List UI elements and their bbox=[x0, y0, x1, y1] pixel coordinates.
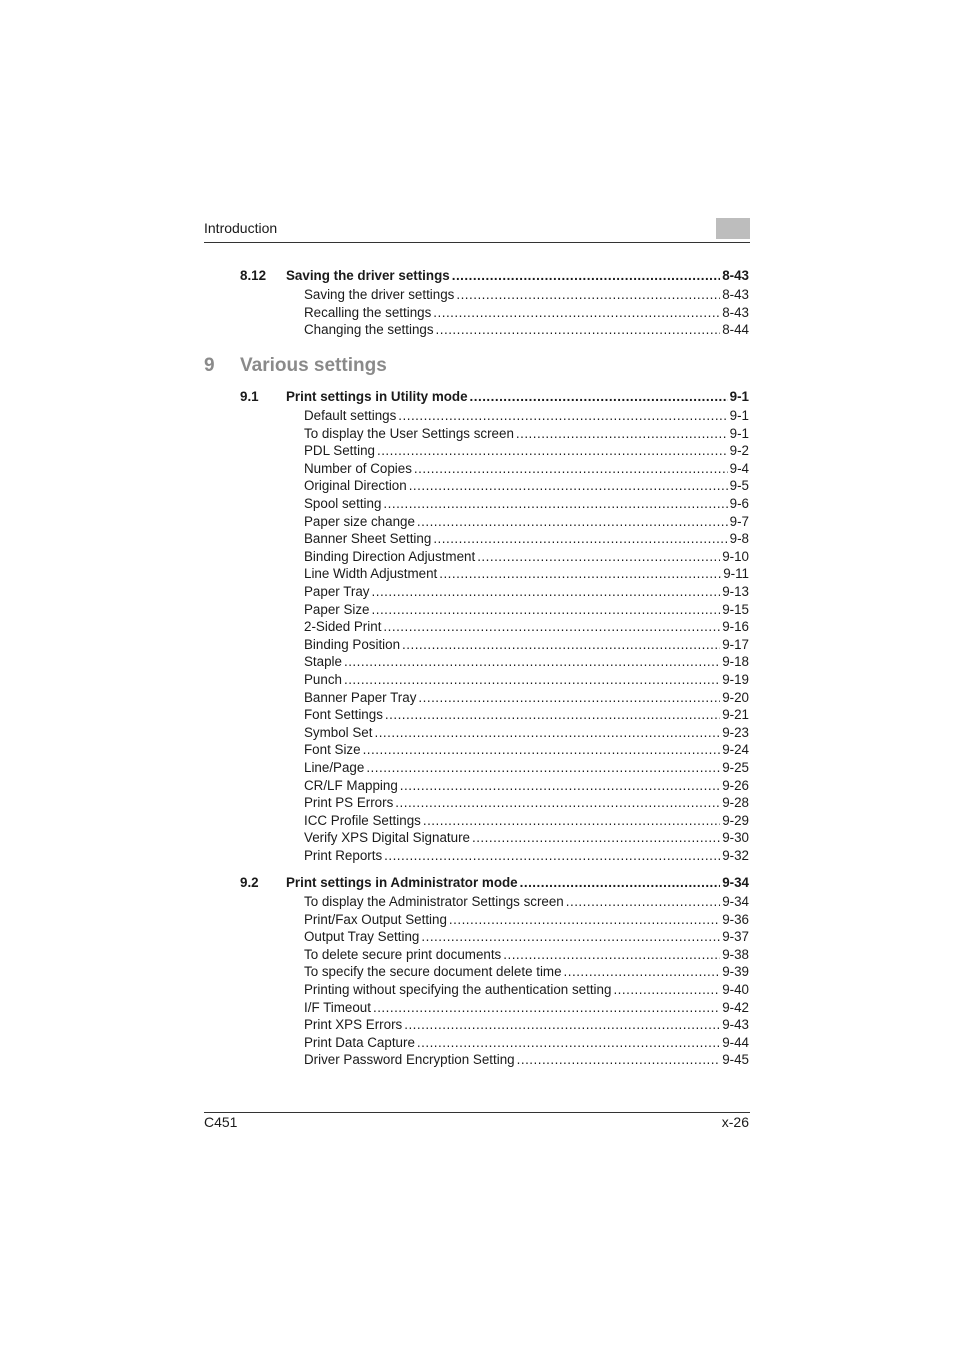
toc-entry-page: 9-43 bbox=[722, 1017, 749, 1033]
toc-entry-page: 9-17 bbox=[722, 636, 749, 652]
toc-entry-label: Driver Password Encryption Setting bbox=[304, 1052, 515, 1068]
toc-entry-label: To delete secure print documents bbox=[304, 946, 502, 962]
toc-entry-page: 9-40 bbox=[722, 982, 749, 997]
toc-entry-page: 8-44 bbox=[722, 322, 749, 338]
toc-dot-leader bbox=[417, 513, 728, 530]
toc-dot-leader bbox=[372, 601, 721, 618]
toc-entry-label: Paper size change bbox=[304, 513, 415, 529]
toc-dot-leader bbox=[366, 759, 720, 776]
header-rule bbox=[204, 242, 750, 243]
toc-entry-page: 9-2 bbox=[729, 443, 749, 459]
toc-dot-leader bbox=[398, 407, 727, 424]
toc-entry[interactable] bbox=[304, 794, 749, 811]
toc-section-page: 8-43 bbox=[722, 268, 749, 283]
toc-entry-page: 9-23 bbox=[722, 724, 749, 740]
toc-entry[interactable] bbox=[304, 636, 749, 653]
toc-entry-page: 9-36 bbox=[722, 911, 749, 927]
toc-entry-page: 9-15 bbox=[722, 601, 749, 617]
toc-entry[interactable] bbox=[304, 812, 749, 829]
toc-entry-label: Recalling the settings bbox=[304, 304, 432, 320]
footer-rule bbox=[204, 1112, 750, 1113]
toc-entry[interactable] bbox=[304, 724, 749, 741]
toc-entry-label: Punch bbox=[304, 672, 342, 687]
toc-entry-page: 9-5 bbox=[729, 478, 749, 494]
toc-entry[interactable] bbox=[304, 963, 749, 980]
toc-entry-label: Print XPS Errors bbox=[304, 1017, 403, 1033]
toc-entry-page: 9-32 bbox=[722, 848, 749, 863]
chapter-number: 9 bbox=[204, 355, 215, 376]
toc-entry-page: 9-26 bbox=[722, 777, 749, 793]
toc-entry[interactable] bbox=[304, 847, 749, 864]
toc-entry-page: 9-42 bbox=[722, 999, 749, 1015]
toc-dot-leader bbox=[400, 777, 720, 794]
chapter-heading bbox=[204, 355, 387, 377]
toc-dot-leader bbox=[383, 618, 720, 635]
toc-dot-leader bbox=[520, 874, 721, 891]
toc-entry[interactable] bbox=[304, 706, 749, 723]
toc-entry[interactable] bbox=[304, 893, 749, 910]
toc-dot-leader bbox=[456, 286, 720, 303]
toc-entry-page: 9-1 bbox=[729, 425, 749, 441]
toc-entry[interactable] bbox=[304, 1051, 749, 1068]
toc-entry-label: Print/Fax Output Setting bbox=[304, 911, 447, 927]
toc-entry-label: Font Size bbox=[304, 742, 361, 758]
toc-entry-page: 9-13 bbox=[722, 584, 749, 599]
toc-entry[interactable] bbox=[304, 442, 749, 459]
toc-entry[interactable] bbox=[304, 407, 749, 424]
toc-entry[interactable] bbox=[304, 548, 749, 565]
toc-entry-label: Banner Sheet Setting bbox=[304, 531, 432, 547]
toc-entry-label: Original Direction bbox=[304, 478, 407, 494]
toc-section-title: Print settings in Utility mode bbox=[286, 389, 468, 404]
toc-entry-label: Printing without specifying the authentication setting bbox=[304, 982, 612, 997]
toc-dot-leader bbox=[344, 653, 720, 670]
toc-dot-leader bbox=[566, 893, 720, 910]
toc-dot-leader bbox=[433, 304, 720, 321]
toc-dot-leader bbox=[373, 999, 720, 1016]
toc-entry-label: Saving the driver settings bbox=[304, 287, 455, 302]
toc-entry-page: 9-28 bbox=[722, 795, 749, 811]
toc-entry-label: PDL Setting bbox=[304, 443, 375, 459]
toc-entry[interactable] bbox=[304, 321, 749, 338]
toc-dot-leader bbox=[377, 442, 728, 459]
toc-entry-page: 9-11 bbox=[723, 566, 749, 582]
toc-section-number: 9.2 bbox=[240, 875, 259, 890]
toc-entry-page: 9-24 bbox=[722, 742, 749, 758]
toc-entry-label: Binding Position bbox=[304, 636, 401, 652]
toc-dot-leader bbox=[436, 321, 721, 338]
toc-dot-leader bbox=[423, 812, 720, 829]
toc-section-entry[interactable] bbox=[240, 267, 749, 284]
toc-entry-page: 9-16 bbox=[722, 619, 749, 635]
toc-section-page: 9-1 bbox=[729, 389, 749, 404]
toc-dot-leader bbox=[564, 963, 721, 980]
toc-entry-page: 9-19 bbox=[722, 672, 749, 687]
toc-entry-label: CR/LF Mapping bbox=[304, 777, 398, 793]
toc-entry[interactable] bbox=[304, 477, 749, 494]
toc-entry-label: Banner Paper Tray bbox=[304, 689, 417, 705]
toc-entry-page: 9-44 bbox=[722, 1034, 749, 1050]
toc-section-entry[interactable] bbox=[240, 388, 749, 405]
toc-dot-leader bbox=[516, 425, 728, 442]
toc-entry-label: Symbol Set bbox=[304, 724, 373, 740]
toc-entry-page: 9-20 bbox=[722, 689, 749, 705]
toc-entry-label: To specify the secure document delete time bbox=[304, 964, 562, 980]
chapter-title: Various settings bbox=[240, 355, 387, 376]
toc-entry[interactable] bbox=[304, 304, 749, 321]
toc-section-number: 9.1 bbox=[240, 389, 259, 404]
toc-dot-leader bbox=[439, 565, 721, 582]
toc-entry[interactable] bbox=[304, 946, 749, 963]
header-title: Introduction bbox=[204, 220, 278, 236]
toc-entry[interactable] bbox=[304, 565, 749, 582]
toc-entry-label: Print Data Capture bbox=[304, 1034, 415, 1050]
toc-section-body bbox=[286, 874, 749, 891]
toc-entry[interactable] bbox=[304, 829, 749, 846]
toc-dot-leader bbox=[418, 689, 720, 706]
toc-entry[interactable] bbox=[304, 981, 749, 998]
toc-entry-page: 8-43 bbox=[722, 304, 749, 320]
header-tab-marker bbox=[716, 218, 750, 239]
toc-entry[interactable] bbox=[304, 689, 749, 706]
toc-dot-leader bbox=[383, 495, 727, 512]
toc-dot-leader bbox=[433, 530, 727, 547]
toc-entry[interactable] bbox=[304, 425, 749, 442]
toc-dot-leader bbox=[449, 911, 720, 928]
toc-entry-page: 9-39 bbox=[722, 964, 749, 980]
toc-entry-page: 8-43 bbox=[722, 287, 749, 302]
toc-entry-label: ICC Profile Settings bbox=[304, 812, 421, 828]
toc-entry-page: 9-21 bbox=[722, 707, 749, 723]
toc-entry-page: 9-30 bbox=[722, 830, 749, 846]
toc-entry-page: 9-10 bbox=[722, 548, 749, 564]
toc-dot-leader bbox=[385, 706, 720, 723]
toc-section-title: Print settings in Administrator mode bbox=[286, 875, 518, 890]
toc-entry[interactable] bbox=[304, 530, 749, 547]
footer-page-number: x-26 bbox=[721, 1114, 749, 1130]
toc-entry-label: Font Settings bbox=[304, 707, 383, 723]
toc-dot-leader bbox=[395, 794, 720, 811]
toc-entry[interactable] bbox=[304, 741, 749, 758]
toc-dot-leader bbox=[404, 1016, 720, 1033]
toc-section-number: 8.12 bbox=[240, 268, 267, 283]
toc-entry-page: 9-7 bbox=[729, 513, 749, 529]
toc-entry-label: Output Tray Setting bbox=[304, 929, 420, 945]
toc-entry-label: Default settings bbox=[304, 408, 397, 423]
toc-entry-label: Number of Copies bbox=[304, 460, 412, 476]
toc-entry[interactable] bbox=[304, 1016, 749, 1033]
toc-section-entry[interactable] bbox=[240, 874, 749, 891]
toc-entry-page: 9-1 bbox=[729, 408, 749, 423]
toc-entry[interactable] bbox=[304, 759, 749, 776]
toc-dot-leader bbox=[452, 267, 720, 284]
toc-entry-label: Line Width Adjustment bbox=[304, 566, 438, 582]
toc-entry[interactable] bbox=[304, 671, 749, 688]
toc-section-body bbox=[286, 388, 749, 405]
toc-entry[interactable] bbox=[304, 495, 749, 512]
footer-model: C451 bbox=[204, 1114, 238, 1130]
toc-dot-leader bbox=[470, 388, 728, 405]
toc-dot-leader bbox=[374, 724, 720, 741]
toc-entry-page: 9-38 bbox=[722, 946, 749, 962]
toc-entry[interactable] bbox=[304, 1034, 749, 1051]
toc-entry[interactable] bbox=[304, 618, 749, 635]
toc-entry[interactable] bbox=[304, 286, 749, 303]
toc-entry[interactable] bbox=[304, 911, 749, 928]
toc-entry-label: Paper Size bbox=[304, 601, 370, 617]
toc-entry[interactable] bbox=[304, 601, 749, 618]
toc-entry-page: 9-18 bbox=[722, 654, 749, 670]
toc-dot-leader bbox=[421, 928, 720, 945]
toc-entry-label: I/F Timeout bbox=[304, 999, 371, 1015]
toc-dot-leader bbox=[414, 460, 728, 477]
toc-entry-page: 9-45 bbox=[722, 1052, 749, 1068]
toc-entry-label: To display the User Settings screen bbox=[304, 425, 514, 441]
toc-entry[interactable] bbox=[304, 928, 749, 945]
toc-entry[interactable] bbox=[304, 460, 749, 477]
toc-entry[interactable] bbox=[304, 999, 749, 1016]
toc-section-body bbox=[286, 267, 749, 284]
toc-entry-page: 9-29 bbox=[722, 812, 749, 828]
toc-section-title: Saving the driver settings bbox=[286, 268, 450, 283]
toc-entry[interactable] bbox=[304, 653, 749, 670]
toc-entry-label: Paper Tray bbox=[304, 584, 370, 599]
toc-dot-leader bbox=[503, 946, 720, 963]
toc-dot-leader bbox=[477, 548, 720, 565]
toc-dot-leader bbox=[417, 1034, 720, 1051]
toc-section-page: 9-34 bbox=[722, 875, 749, 890]
toc-entry-label: Binding Direction Adjustment bbox=[304, 548, 476, 564]
toc-dot-leader bbox=[384, 847, 720, 864]
toc-dot-leader bbox=[344, 671, 720, 688]
toc-entry-page: 9-4 bbox=[729, 460, 749, 476]
toc-entry-label: Spool setting bbox=[304, 496, 382, 511]
toc-entry-label: To display the Administrator Settings screen bbox=[304, 894, 564, 909]
toc-entry-page: 9-6 bbox=[729, 496, 749, 511]
toc-entry[interactable] bbox=[304, 513, 749, 530]
toc-entry-label: Changing the settings bbox=[304, 322, 434, 338]
toc-dot-leader bbox=[613, 981, 720, 998]
toc-dot-leader bbox=[472, 829, 720, 846]
toc-entry[interactable] bbox=[304, 777, 749, 794]
toc-dot-leader bbox=[372, 583, 721, 600]
toc-entry-page: 9-37 bbox=[722, 929, 749, 945]
toc-dot-leader bbox=[409, 477, 728, 494]
toc-dot-leader bbox=[402, 636, 720, 653]
toc-entry-label: Verify XPS Digital Signature bbox=[304, 830, 470, 846]
toc-entry-label: Print PS Errors bbox=[304, 795, 394, 811]
toc-entry-label: Staple bbox=[304, 654, 342, 670]
toc-entry-page: 9-8 bbox=[729, 531, 749, 547]
toc-entry-page: 9-25 bbox=[722, 760, 749, 775]
toc-entry[interactable] bbox=[304, 583, 749, 600]
toc-dot-leader bbox=[517, 1051, 721, 1068]
toc-entry-label: Line/Page bbox=[304, 760, 365, 775]
toc-dot-leader bbox=[363, 741, 721, 758]
toc-entry-label: Print Reports bbox=[304, 848, 383, 863]
toc-entry-label: 2-Sided Print bbox=[304, 619, 382, 635]
toc-entry-page: 9-34 bbox=[722, 894, 749, 909]
